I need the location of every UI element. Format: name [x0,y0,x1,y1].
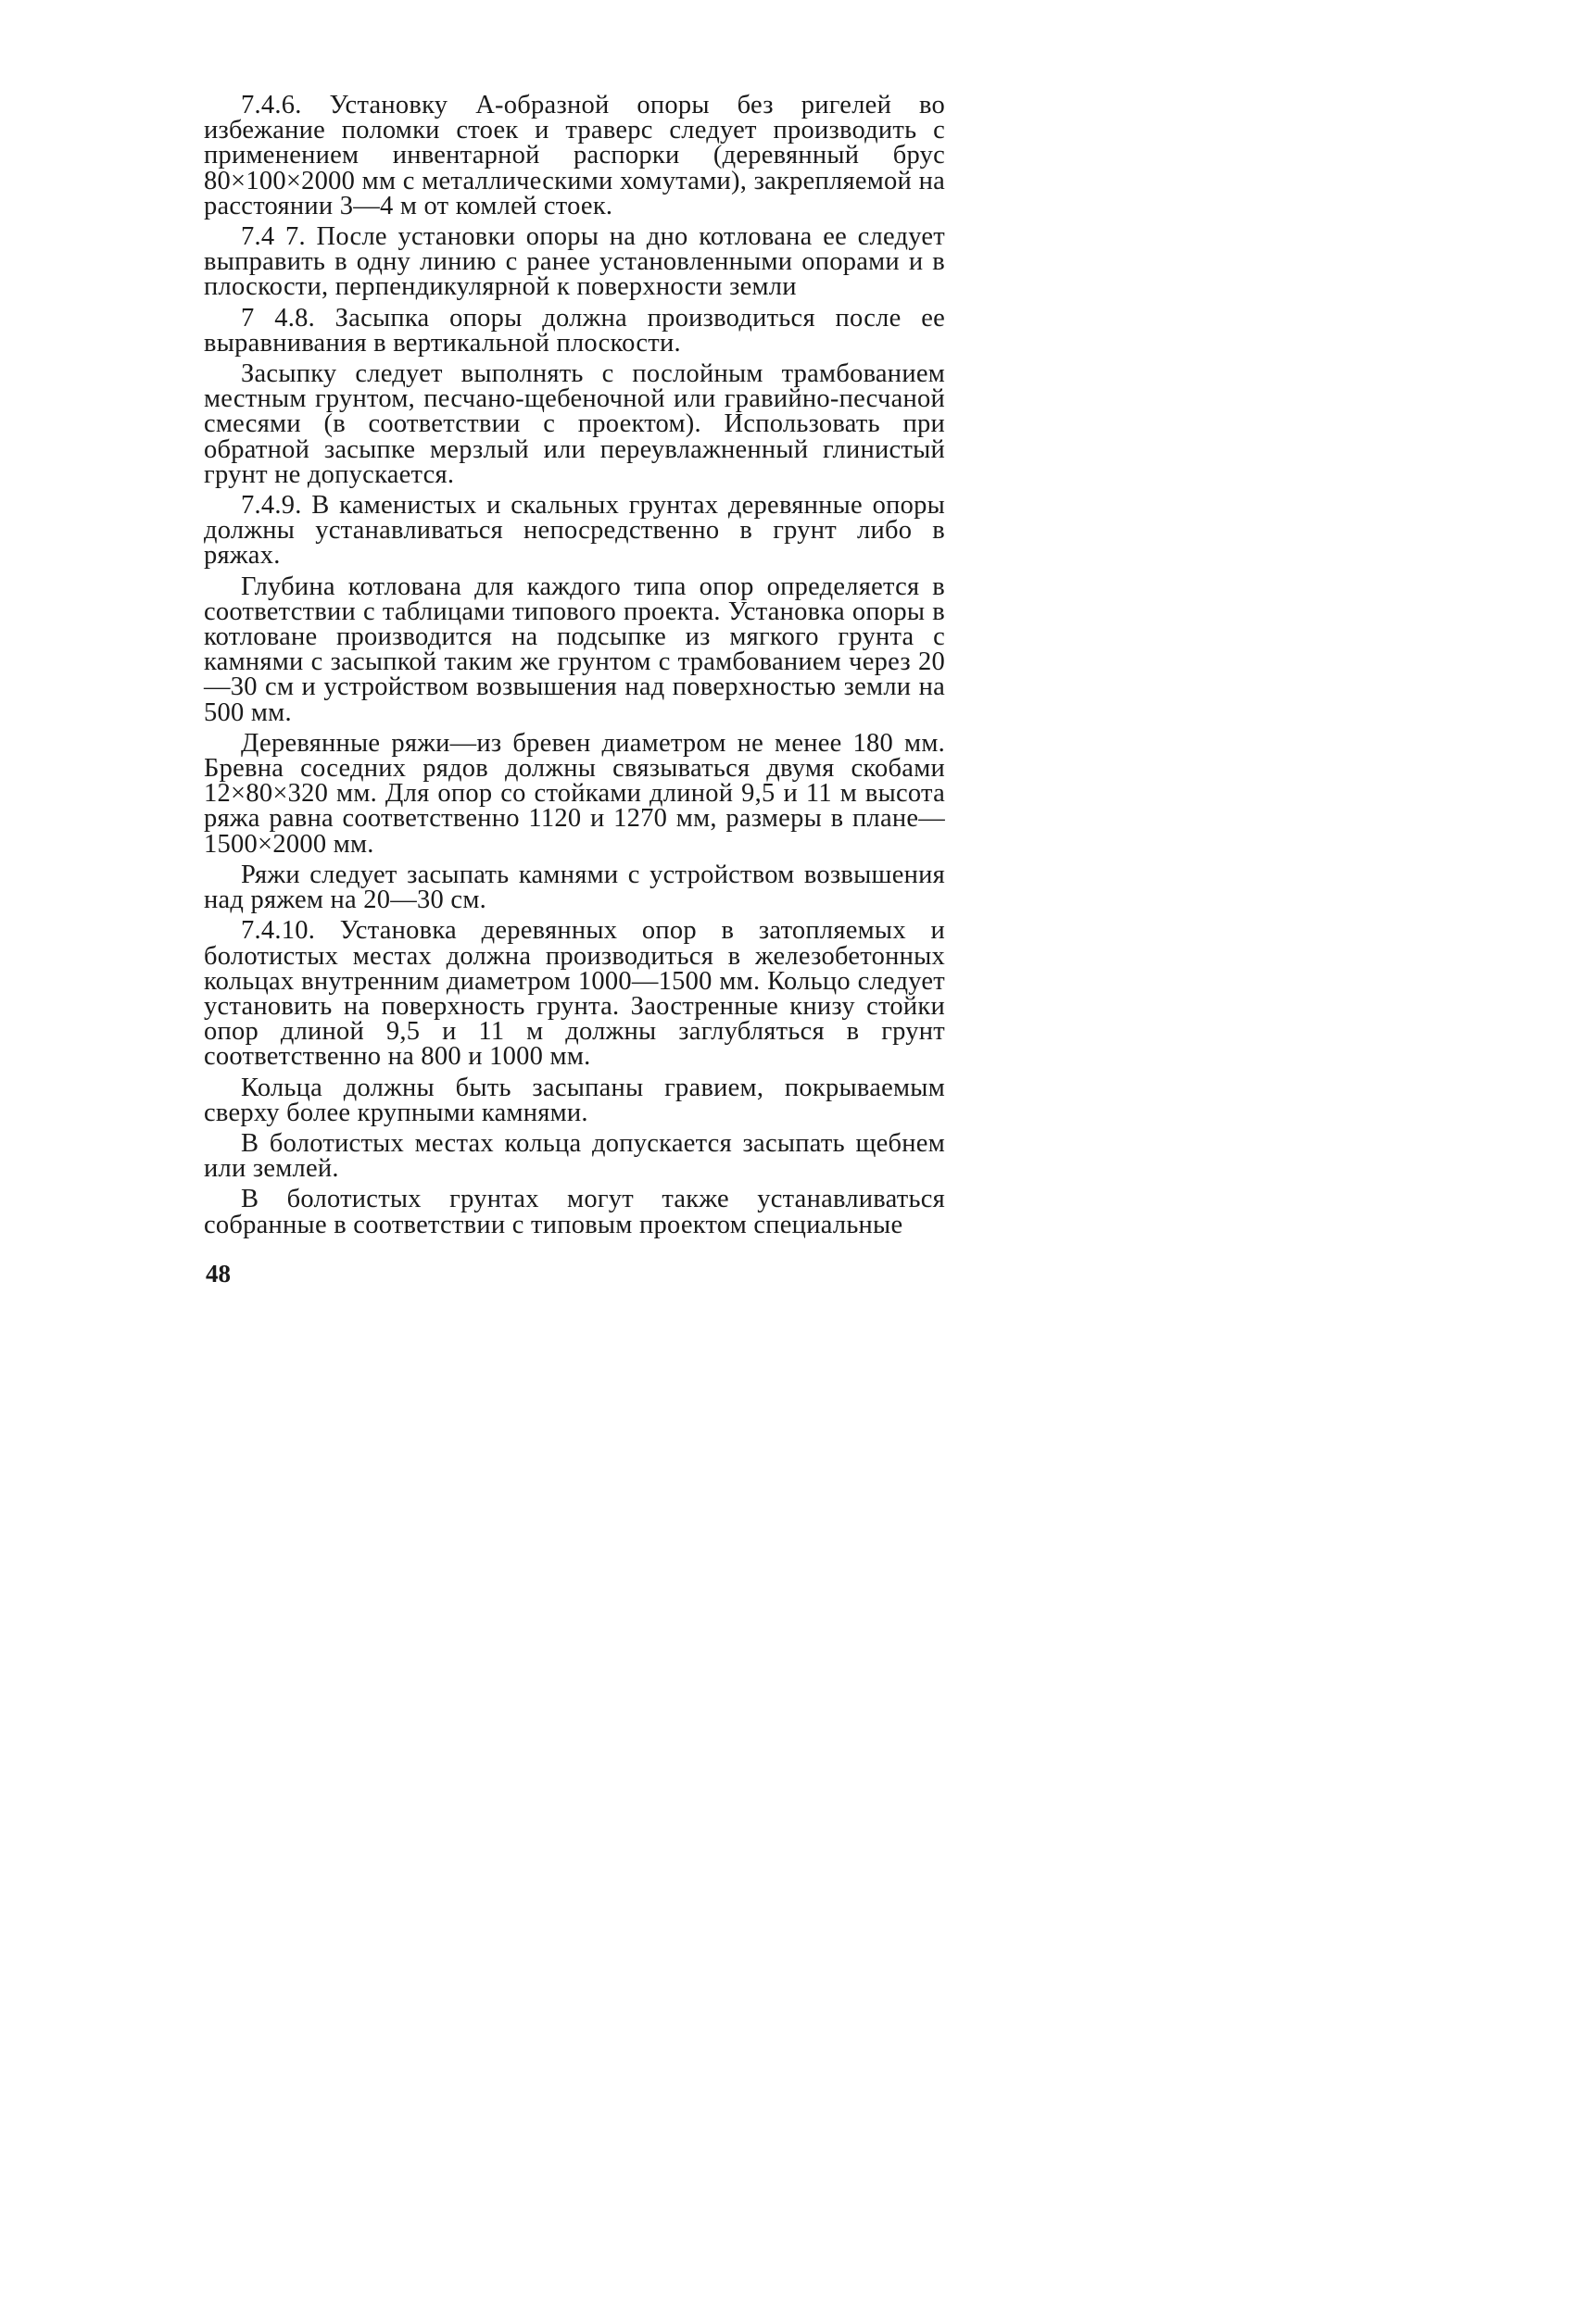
paragraph-7-4-7: 7.4 7. После установки опоры на дно котлована ее следует выправить в одну линию с ранее установленными опорами и в плоскости, перпендикулярной к поверхности земли [204,222,945,302]
paragraph-swamp-soils: В болотистых грунтах могут также устанавливаться собранные в соответствии с типовым проектом специальные [204,1185,945,1239]
paragraph-cribs: Деревянные ряжи—из бревен диаметром не менее 180 мм. Бревна соседних рядов должны связываться двумя скобами 12×80×320 мм. Для опор со стойками длиной 9,5 и 11 м высота ряжа равна соответственно 1120 и 1270 мм, размеры в плане—1500×2000 мм. [204,728,945,859]
paragraph-swamp-fill: В болотистых местах кольца допускается засыпать щебнем или землей. [204,1128,945,1184]
paragraph-ring-fill: Кольца должны быть засыпаны гравием, покрываемым сверху более крупными камнями. [204,1073,945,1127]
paragraph-7-4-6: 7.4.6. Установку А-образной опоры без ригелей во избежание поломки стоек и траверс следует производить с применением инвентарной распорки (деревянный брус 80×100×2000 мм с металлическими хомутами), закрепляемой на расстоянии 3—4 м от комлей стоек. [204,91,945,220]
paragraph-7-4-8: 7 4.8. Засыпка опоры должна производиться после ее выравнивания в вертикальной плоскости. [204,303,945,358]
paragraph-pit-depth: Глубина котлована для каждого типа опор определяется в соответствии с таблицами типового проекта. Установка опоры в котловане производится на подсыпке из мягкого грунта с камнями с засыпкой таким же грунтом с трамбованием через 20—30 см и устройством возвышения над поверхностью земли на 500 мм. [204,572,945,727]
paragraph-backfill: Засыпку следует выполнять с послойным трамбованием местным грунтом, песчано-щебеночной или гравийно-песчаной смесями (в соответствии с проектом). Использовать при обратной засыпке мерзлый или переувлажненный глинистый грунт не допускается. [204,359,945,489]
paragraph-crib-fill: Ряжи следует засыпать камнями с устройством возвышения над ряжем на 20—30 см. [204,860,945,915]
paragraph-7-4-10: 7.4.10. Установка деревянных опор в затопляемых и болотистых местах должна производиться в железобетонных кольцах внутренним диаметром 1000—1500 мм. Кольцо следует установить на поверхность грунта. Заостренные книзу стойки опор длиной 9,5 и 11 м должны заглубляться в грунт соответственно на 800 и 1000 мм. [204,916,945,1072]
paragraph-7-4-9: 7.4.9. В каменистых и скальных грунтах деревянные опоры должны устанавливаться непосредственно в грунт либо в ряжах. [204,491,945,571]
body-text [204,93,945,1243]
page-number: 48 [206,1260,231,1288]
document-page [0,0,1004,1426]
